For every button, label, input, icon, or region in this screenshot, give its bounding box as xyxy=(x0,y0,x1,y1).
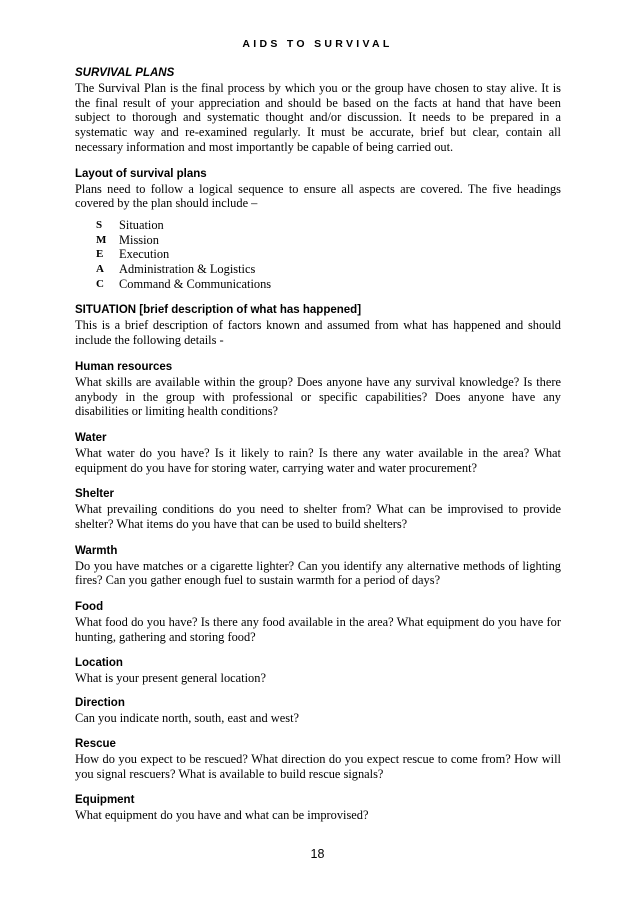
subsection-body: Can you indicate north, south, east and west? xyxy=(75,711,300,726)
section-title-situation: SITUATION [brief description of what has happened] xyxy=(75,304,362,317)
list-item-key: E xyxy=(96,248,104,261)
survival-plans-section xyxy=(75,66,561,155)
subsection-title: Shelter xyxy=(75,488,114,501)
subsection-warmth xyxy=(75,544,561,588)
list-item-label: Command & Communications xyxy=(119,276,272,291)
smeac-list xyxy=(96,218,561,292)
list-item xyxy=(96,247,561,262)
subsection-body: What skills are available within the group? Does anyone have any survival knowledge? Is there anybody in the group with professional or specific capabilities? Does anyone have any disabilities or limiting health conditions? xyxy=(75,374,561,419)
subsection-shelter xyxy=(75,487,561,531)
subsection-direction xyxy=(75,696,561,726)
list-item xyxy=(96,277,561,292)
list-item xyxy=(96,218,561,233)
subsection-title: Rescue xyxy=(75,737,116,750)
page-number: 18 xyxy=(310,847,325,861)
subsection-human-resources xyxy=(75,360,561,419)
subsection-title: Food xyxy=(75,601,104,614)
list-item-label: Execution xyxy=(119,247,170,262)
subsection-title: Equipment xyxy=(75,794,135,807)
list-item-key: M xyxy=(96,233,107,246)
section-title-layout: Layout of survival plans xyxy=(75,167,207,180)
subsection-food xyxy=(75,600,561,644)
subsection-title: Direction xyxy=(75,697,125,710)
subsection-body: What prevailing conditions do you need to shelter from? What can be improvised to provide shelter? What items do you have that can be used to build shelters? xyxy=(75,502,561,532)
paragraph-layout: Plans need to follow a logical sequence to ensure all aspects are covered. The five headings covered by the plan should include – xyxy=(75,181,561,211)
situation-section xyxy=(75,303,561,347)
subsection-rescue xyxy=(75,737,561,781)
running-header: AIDS TO SURVIVAL xyxy=(242,38,393,50)
subsection-body: Do you have matches or a cigarette lighter? Can you identify any alternative methods of lighting fires? Can you gather enough fuel to sustain warmth for a period of days? xyxy=(75,558,561,588)
layout-section xyxy=(75,167,561,292)
subsection-equipment xyxy=(75,793,561,823)
subsection-title: Warmth xyxy=(75,544,118,557)
list-item-key: C xyxy=(96,277,104,290)
paragraph-survival-plans: The Survival Plan is the final process by which you or the group have chosen to stay alive. It is the final result of your appreciation and should be based on the facts at hand that have been subject to thorough and systematic thought and/or discussion. It needs to be prepared in a systematic way and re-examined regularly. It must be accurate, brief but clear, contain all necessary information and most importantly be capable of being carried out. xyxy=(75,81,561,154)
list-item xyxy=(96,233,561,248)
list-item-label: Mission xyxy=(119,232,159,247)
list-item-label: Administration & Logistics xyxy=(119,262,256,277)
list-item-label: Situation xyxy=(119,217,164,232)
list-item-key: A xyxy=(96,263,104,276)
subsection-body: What water do you have? Is it likely to rain? Is there any water available in the area? What equipment do you have for storing water, carrying water and water procurement? xyxy=(75,445,561,475)
paragraph-situation: This is a brief description of factors known and assumed from what has happened and should include the following details - xyxy=(75,318,561,348)
subsection-body: What food do you have? Is there any food available in the area? What equipment do you have for hunting, gathering and storing food? xyxy=(75,615,561,644)
list-item xyxy=(96,262,561,277)
subsection-title: Water xyxy=(75,431,107,444)
page-content xyxy=(75,66,561,823)
subsection-body: What is your present general location? xyxy=(75,670,266,685)
subsection-water xyxy=(75,431,561,475)
subsection-body: How do you expect to be rescued? What direction do you expect rescue to come from? How will you signal rescuers? What is available to build rescue signals? xyxy=(75,751,561,781)
subsection-title: Location xyxy=(75,656,123,669)
subsection-body: What equipment do you have and what can be improvised? xyxy=(75,808,369,823)
subsection-location xyxy=(75,656,561,686)
section-title-survival-plans: SURVIVAL PLANS xyxy=(75,67,175,79)
subsection-title: Human resources xyxy=(75,360,173,373)
list-item-key: S xyxy=(96,218,103,231)
